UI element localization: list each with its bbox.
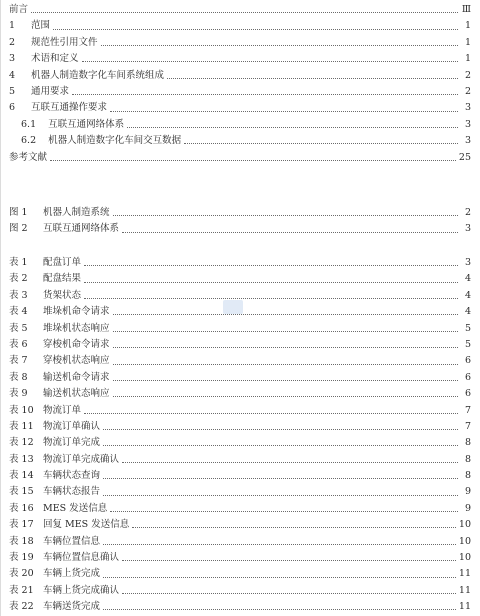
toc-entry-title: 机器人制造数字化车间系统组成 [31, 69, 165, 81]
toc-page-number: 11 [458, 568, 471, 580]
toc-page-number: 6 [464, 355, 471, 367]
table-title: 堆垛机状态响应 [43, 322, 110, 334]
toc-figure-entry[interactable] [9, 205, 471, 221]
dot-leader [103, 444, 458, 446]
dot-leader [127, 126, 458, 128]
toc-table-entry[interactable] [9, 501, 471, 517]
toc-page-number: 11 [458, 601, 471, 613]
table-number: 表 4 [9, 306, 28, 318]
dot-leader [50, 159, 456, 161]
toc-entry[interactable]: 2 规范性引用文件 1 [9, 35, 471, 51]
toc-page-number: 3 [464, 257, 471, 268]
toc-table-entry[interactable] [9, 452, 471, 468]
dot-leader [72, 93, 458, 95]
table-title: 车辆上货完成 [43, 568, 101, 580]
toc-entry-title: 通用要求 [31, 85, 70, 97]
table-number: 表 19 [9, 552, 34, 564]
toc-entry-title: 规范性引用文件 [31, 36, 98, 48]
toc-figure-list [9, 205, 471, 238]
table-number: 表 11 [9, 420, 34, 432]
toc-page-number: 11 [458, 584, 471, 596]
table-title: 物流订单 [43, 404, 82, 416]
toc-page-number: 7 [464, 420, 471, 432]
toc-entry-number: 参考文献 [9, 151, 48, 163]
toc-entry-title: 术语和定义 [31, 53, 79, 65]
toc-table-entry[interactable] [9, 484, 471, 500]
table-title: 配盘订单 [43, 257, 82, 268]
toc-entry-sub[interactable] [9, 133, 471, 149]
dot-leader [113, 395, 458, 397]
toc-page-number: 6 [464, 371, 471, 383]
toc-entry-title: 互联互通网络体系 [48, 118, 125, 130]
toc-table-entry[interactable] [9, 321, 471, 337]
toc-entry-references[interactable] [9, 150, 471, 166]
table-title: 车辆位置信息 [43, 535, 101, 547]
toc-page-number: 2 [464, 69, 471, 81]
toc-page-number: 4 [464, 273, 471, 285]
table-number: 表 1 [9, 257, 28, 268]
dot-leader [101, 44, 458, 46]
table-number: 表 3 [9, 289, 28, 301]
toc-entry-number: 6.2 [21, 135, 37, 147]
toc-entry[interactable]: 5 通用要求 2 [9, 84, 471, 100]
toc-page-number: Ⅲ [461, 4, 471, 15]
dot-leader [103, 608, 456, 610]
toc-page-number: 4 [464, 306, 471, 318]
toc-section-list [9, 2, 471, 166]
dot-leader [122, 559, 456, 561]
toc-table-entry[interactable] [9, 566, 471, 582]
toc-entry-foreword[interactable] [9, 2, 471, 18]
toc-table-entry[interactable] [9, 255, 471, 271]
dot-leader [82, 60, 458, 62]
toc-page-number: 2 [464, 85, 471, 97]
toc-page-number: 5 [464, 338, 471, 350]
toc-table-entry[interactable] [9, 271, 471, 287]
table-number: 表 2 [9, 273, 28, 285]
figure-number: 图 2 [9, 223, 28, 235]
table-title: 配盘结果 [43, 273, 82, 285]
toc-table-entry[interactable] [9, 583, 471, 599]
dot-leader [84, 264, 458, 266]
dot-leader [113, 363, 458, 365]
toc-entry-number: 前言 [9, 4, 29, 15]
dot-leader [103, 576, 456, 578]
dot-leader [113, 214, 458, 216]
table-title: 车辆上货完成确认 [43, 584, 120, 596]
table-number: 表 8 [9, 371, 28, 383]
dot-leader [113, 379, 458, 381]
toc-table-entry[interactable] [9, 419, 471, 435]
toc-page-number: 2 [464, 207, 471, 218]
dot-leader [113, 330, 458, 332]
table-number: 表 20 [9, 568, 34, 580]
dot-leader [110, 510, 458, 512]
table-number: 表 9 [9, 388, 28, 400]
table-title: 车辆送货完成 [43, 601, 101, 613]
toc-table-entry[interactable] [9, 337, 471, 353]
toc-page-number: 9 [464, 486, 471, 498]
table-title: MES 发送信息 [43, 502, 108, 514]
toc-page-number: 1 [464, 36, 471, 48]
table-number: 表 16 [9, 502, 34, 514]
toc-table-entry[interactable] [9, 403, 471, 419]
dot-leader [113, 346, 458, 348]
table-title: 堆垛机命令请求 [43, 306, 110, 318]
table-number: 表 5 [9, 322, 28, 334]
dot-leader [122, 231, 458, 233]
toc-entry-title: 范围 [31, 20, 51, 32]
toc-page-number: 10 [458, 535, 471, 547]
toc-table-entry[interactable] [9, 534, 471, 550]
table-title: 穿梭机状态响应 [43, 355, 110, 367]
table-title: 车辆位置信息确认 [43, 552, 120, 564]
dot-leader [103, 543, 456, 545]
toc-page-number: 3 [464, 118, 471, 130]
toc-table-entry[interactable] [9, 353, 471, 369]
toc-entry[interactable]: 6 互联互通操作要求 3 [9, 100, 471, 116]
toc-page-number: 10 [458, 552, 471, 564]
toc-page-number: 3 [464, 223, 471, 235]
figure-title: 机器人制造系统 [43, 207, 110, 218]
toc-page-number: 1 [464, 20, 471, 32]
figure-number: 图 1 [9, 207, 28, 218]
table-number: 表 15 [9, 486, 34, 498]
toc-table-entry[interactable] [9, 517, 471, 533]
dot-leader [122, 461, 458, 463]
toc-page-number: 4 [464, 289, 471, 301]
dot-leader [103, 477, 458, 479]
toc-table-entry[interactable] [9, 386, 471, 402]
table-title: 物流订单完成确认 [43, 453, 120, 465]
table-number: 表 17 [9, 519, 34, 531]
toc-page-number: 6 [464, 388, 471, 400]
toc-page-number: 8 [464, 470, 471, 482]
toc-page-number: 8 [464, 437, 471, 449]
table-title: 车辆状态查询 [43, 470, 101, 482]
toc-entry[interactable]: 1 范围 1 [9, 18, 471, 34]
table-title: 输送机状态响应 [43, 388, 110, 400]
toc-entry-number: 6.1 [21, 118, 37, 130]
dot-leader [110, 110, 458, 112]
table-number: 表 7 [9, 355, 28, 367]
dot-leader [113, 313, 458, 315]
table-title: 输送机命令请求 [43, 371, 110, 383]
toc-page-number: 9 [464, 502, 471, 514]
table-title: 回复 MES 发送信息 [43, 519, 130, 531]
toc-table-entry[interactable] [9, 550, 471, 566]
figure-title: 互联互通网络体系 [43, 223, 120, 235]
toc-page-number: 8 [464, 453, 471, 465]
table-number: 表 22 [9, 601, 34, 613]
toc-page-number: 10 [458, 519, 471, 531]
toc-entry[interactable]: 4 机器人制造数字化车间系统组成 2 [9, 68, 471, 84]
table-title: 货架状态 [43, 289, 82, 301]
table-number: 表 13 [9, 453, 34, 465]
table-number: 表 14 [9, 470, 34, 482]
dot-leader [53, 28, 458, 30]
toc-table-entry[interactable] [9, 370, 471, 386]
toc-page-number: 3 [464, 102, 471, 114]
toc-entry-title: 互联互通操作要求 [31, 102, 108, 114]
watermark-stamp [223, 300, 243, 314]
toc-entry[interactable]: 3 术语和定义 1 [9, 51, 471, 67]
table-number: 表 10 [9, 404, 34, 416]
dot-leader [103, 428, 458, 430]
table-title: 物流订单确认 [43, 420, 101, 432]
table-title: 车辆状态报告 [43, 486, 101, 498]
toc-figure-entry[interactable] [9, 221, 471, 237]
dot-leader [184, 142, 458, 144]
toc-page-number: 25 [458, 151, 471, 163]
dot-leader [84, 412, 458, 414]
table-number: 表 6 [9, 338, 28, 350]
dot-leader [84, 297, 458, 299]
dot-leader [167, 77, 458, 79]
toc-page-number: 3 [464, 135, 471, 147]
toc-entry-title: 机器人制造数字化车间交互数据 [48, 135, 182, 147]
toc-page-number: 1 [464, 53, 471, 65]
toc-table-entry[interactable] [9, 599, 471, 615]
toc-page-number: 7 [464, 404, 471, 416]
dot-leader [31, 11, 458, 13]
dot-leader [132, 526, 456, 528]
table-number: 表 18 [9, 535, 34, 547]
table-title: 穿梭机命令请求 [43, 338, 110, 350]
dot-leader [103, 494, 458, 496]
table-number: 表 21 [9, 584, 34, 596]
table-number: 表 12 [9, 437, 34, 449]
toc-table-entry[interactable] [9, 468, 471, 484]
dot-leader [122, 592, 456, 594]
toc-entry-sub[interactable] [9, 117, 471, 133]
dot-leader [84, 281, 458, 283]
table-title: 物流订单完成 [43, 437, 101, 449]
toc-page-number: 5 [464, 322, 471, 334]
toc-table-entry[interactable] [9, 435, 471, 451]
